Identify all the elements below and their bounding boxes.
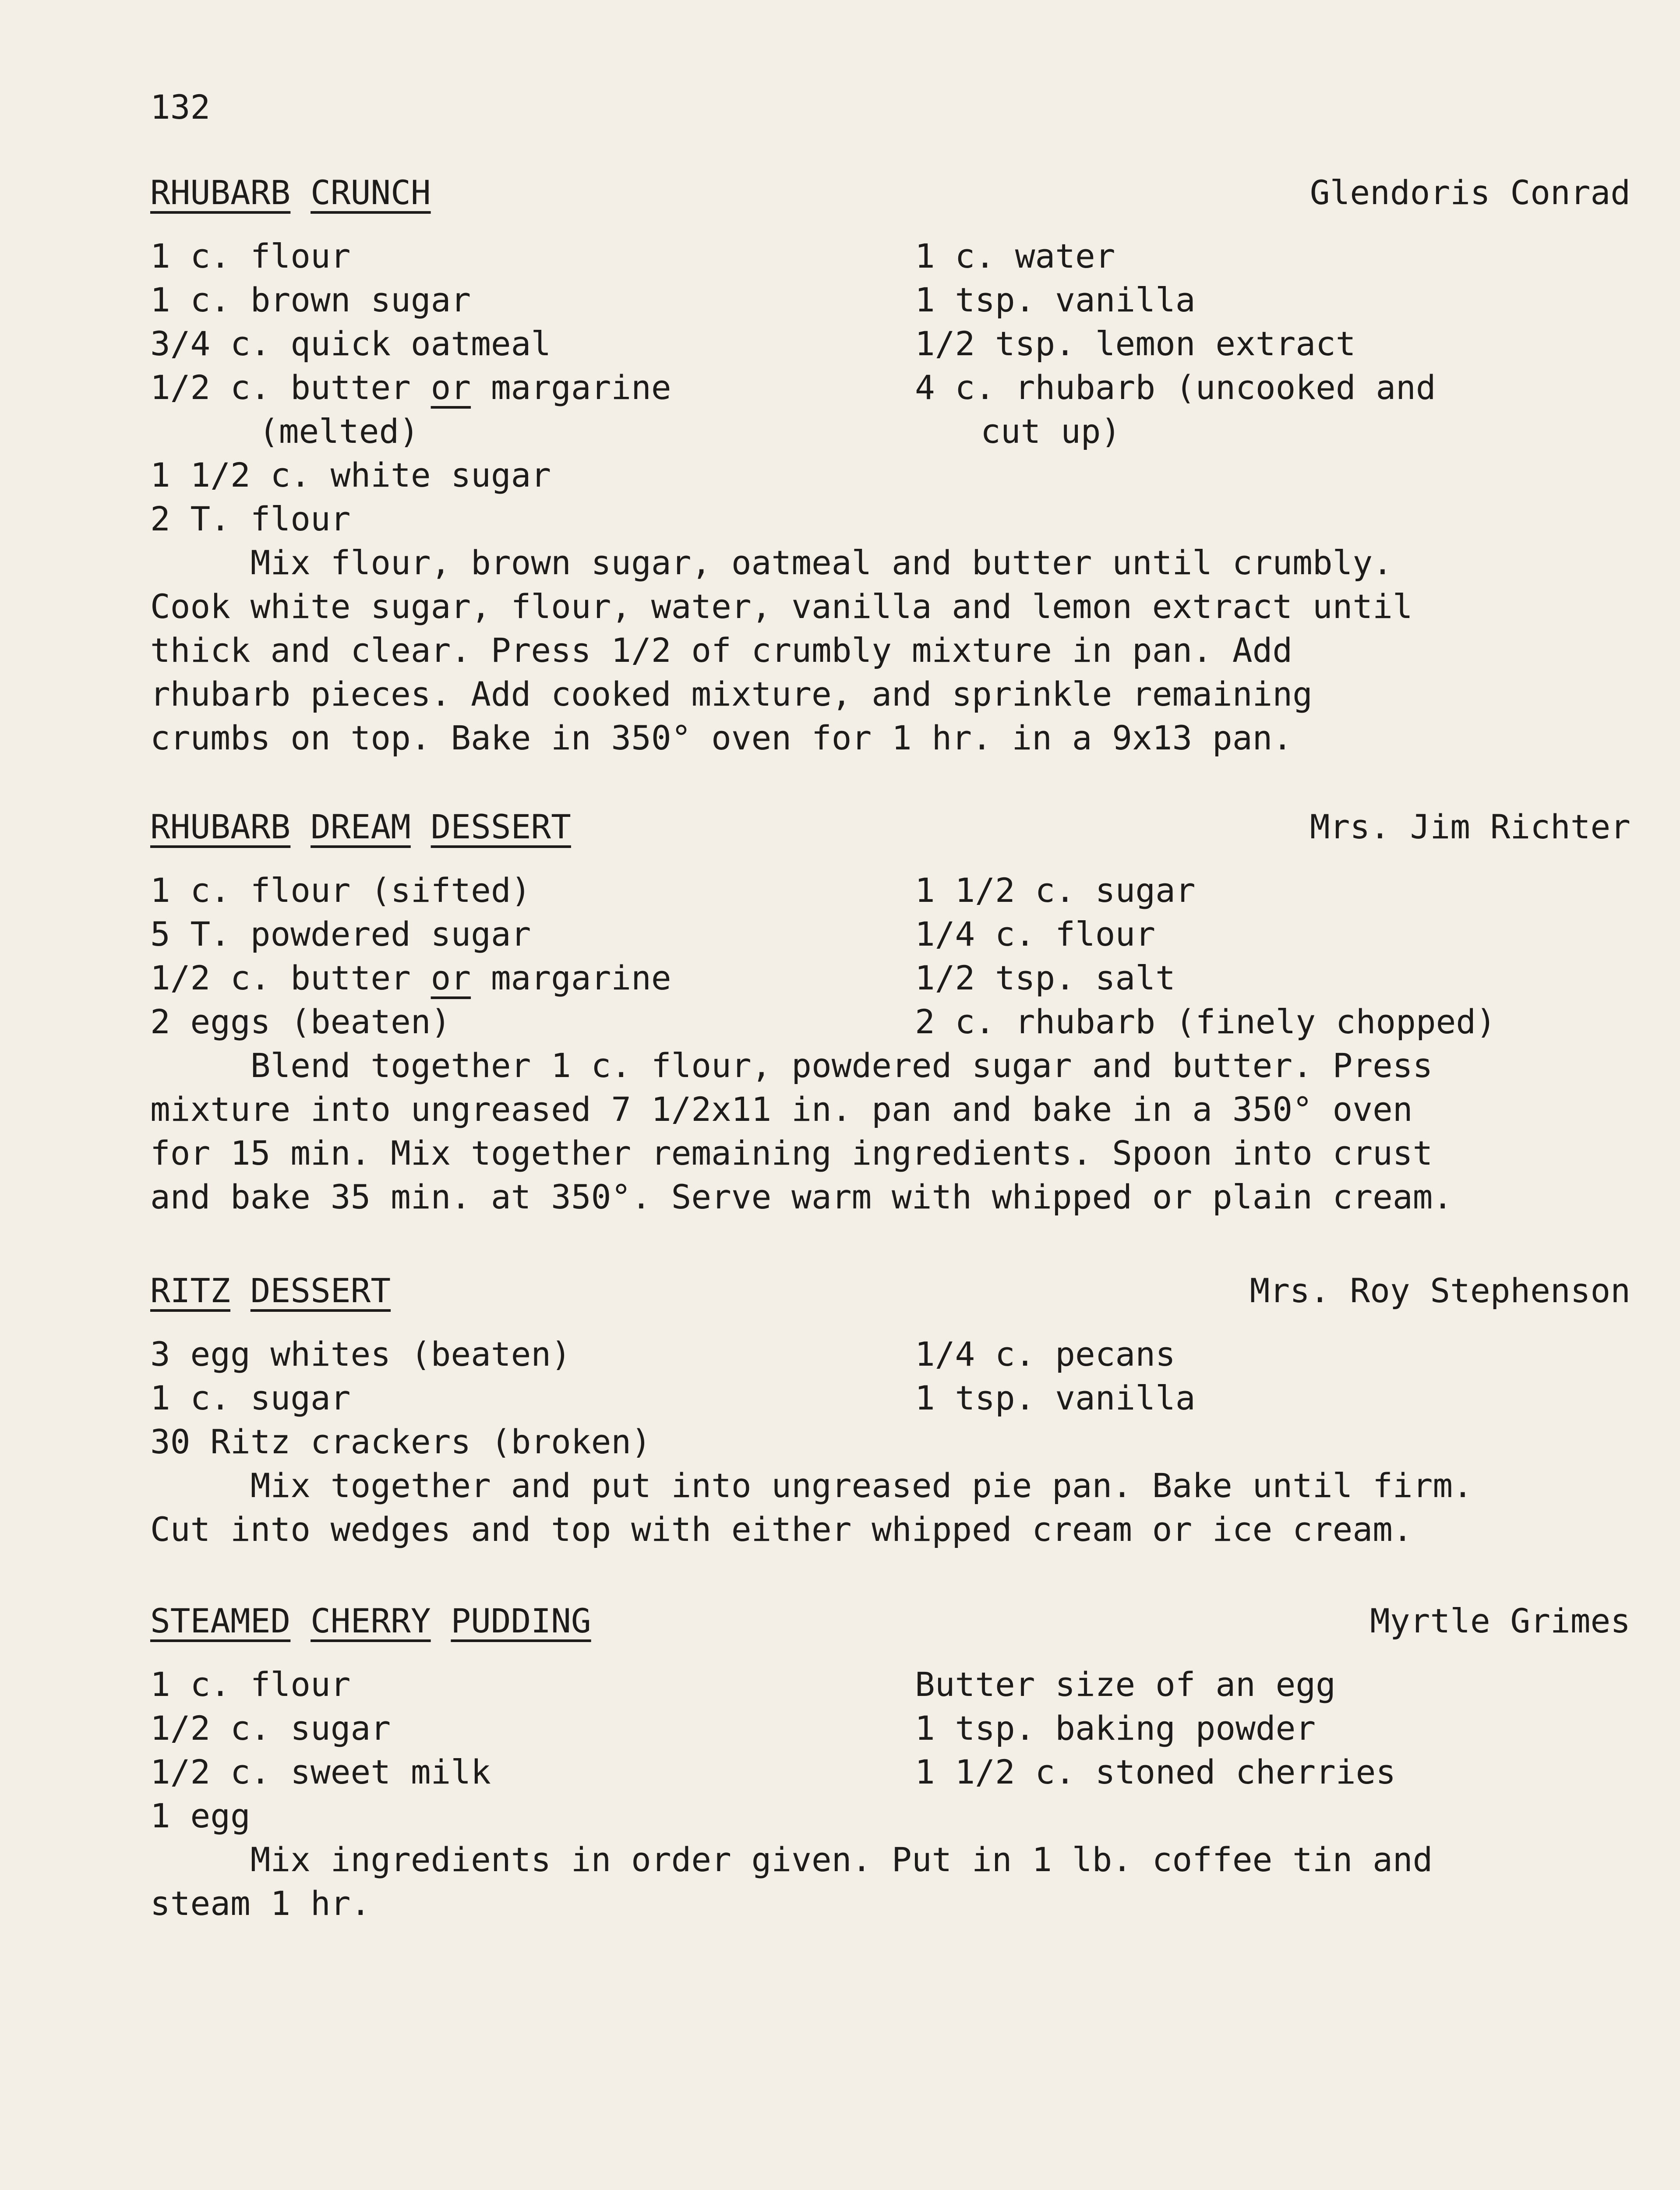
- ingredient: 2 c. rhubarb (finely chopped): [915, 1002, 1496, 1041]
- directions: Mix together and put into ungreased pie pan. Bake until firm. Cut into wedges and top with either whipped cream or ice cream.: [150, 1466, 1473, 1549]
- ingredient: 30 Ritz crackers (broken): [150, 1422, 651, 1461]
- recipe-title: RITZ DESSERT: [150, 1271, 391, 1310]
- ingredient: 1/2 c. sugar: [150, 1709, 391, 1748]
- recipe-author: Mrs. Jim Richter: [1309, 807, 1631, 846]
- recipe-author: Mrs. Roy Stephenson: [1249, 1271, 1631, 1310]
- ingredient: 1 tsp. vanilla: [915, 1378, 1196, 1417]
- ingredient: 1/2 c. sweet milk: [150, 1752, 491, 1791]
- recipe-rhubarb-dream-dessert: [150, 807, 1631, 1219]
- ingredient-continued: cut up): [981, 412, 1121, 451]
- recipe-author: Glendoris Conrad: [1309, 173, 1631, 212]
- ingredient: 1/4 c. flour: [915, 915, 1156, 954]
- ingredient: 1 c. brown sugar: [150, 280, 471, 319]
- ingredient: 1/2 c. butter or margarine: [150, 368, 671, 407]
- ingredient: 1/2 tsp. lemon extract: [915, 324, 1356, 363]
- ingredient: 2 T. flour: [150, 499, 351, 538]
- ingredient: 3 egg whites (beaten): [150, 1335, 571, 1374]
- ingredient: 1 tsp. vanilla: [915, 280, 1196, 319]
- ingredient: 1/4 c. pecans: [915, 1335, 1175, 1374]
- ingredient: 1 c. flour: [150, 1665, 351, 1704]
- ingredient: 1 egg: [150, 1796, 251, 1835]
- ingredient: 1/2 c. butter or margarine: [150, 958, 671, 997]
- recipe-author: Myrtle Grimes: [1370, 1601, 1631, 1640]
- ingredients-list: [150, 869, 1631, 1044]
- ingredient: 3/4 c. quick oatmeal: [150, 324, 551, 363]
- ingredient: 4 c. rhubarb (uncooked and: [915, 368, 1436, 407]
- recipe-ritz-dessert: [150, 1271, 1631, 1551]
- recipe-title: STEAMED CHERRY PUDDING: [150, 1601, 591, 1640]
- ingredient: 5 T. powdered sugar: [150, 915, 531, 954]
- ingredient: 1 c. sugar: [150, 1378, 351, 1417]
- recipe-rhubarb-crunch: [150, 173, 1631, 760]
- recipe-title: RHUBARB CRUNCH: [150, 173, 431, 212]
- ingredient: 1 tsp. baking powder: [915, 1709, 1316, 1748]
- ingredients-list: [150, 1663, 1631, 1838]
- ingredient: 1 c. flour: [150, 237, 351, 276]
- ingredients-list: [150, 234, 1631, 541]
- ingredients-list: [150, 1332, 1631, 1464]
- recipe-steamed-cherry-pudding: [150, 1601, 1631, 1925]
- ingredient: 1 1/2 c. white sugar: [150, 456, 551, 495]
- ingredient: 1 c. flour (sifted): [150, 871, 531, 910]
- ingredient: 2 eggs (beaten): [150, 1002, 451, 1041]
- ingredient: Butter size of an egg: [915, 1665, 1336, 1704]
- ingredient: 1/2 tsp. salt: [915, 958, 1175, 997]
- ingredient: 1 1/2 c. sugar: [915, 871, 1196, 910]
- directions: Blend together 1 c. flour, powdered sugar and butter. Press mixture into ungreased 7 1/2x11 in. pan and bake in a 350° oven for 15 min. Mix together remaining ingredients. Spoon into crust and bake 35 min. at 350°. Serve warm with whipped or plain cream.: [150, 1046, 1453, 1216]
- page-number: 132: [150, 88, 211, 127]
- ingredient-continued: (melted): [259, 412, 420, 451]
- recipe-title: RHUBARB DREAM DESSERT: [150, 807, 571, 846]
- directions: Mix flour, brown sugar, oatmeal and butter until crumbly. Cook white sugar, flour, water, vanilla and lemon extract until thick and clear. Press 1/2 of crumbly mixture in pan. Add rhubarb pieces. Add cooked mixture, and sprinkle remaining crumbs on top. Bake in 350° oven for 1 hr. in a 9x13 pan.: [150, 543, 1413, 757]
- ingredient: 1 c. water: [915, 237, 1115, 276]
- directions: Mix ingredients in order given. Put in 1 lb. coffee tin and steam 1 hr.: [150, 1840, 1433, 1923]
- ingredient: 1 1/2 c. stoned cherries: [915, 1752, 1396, 1791]
